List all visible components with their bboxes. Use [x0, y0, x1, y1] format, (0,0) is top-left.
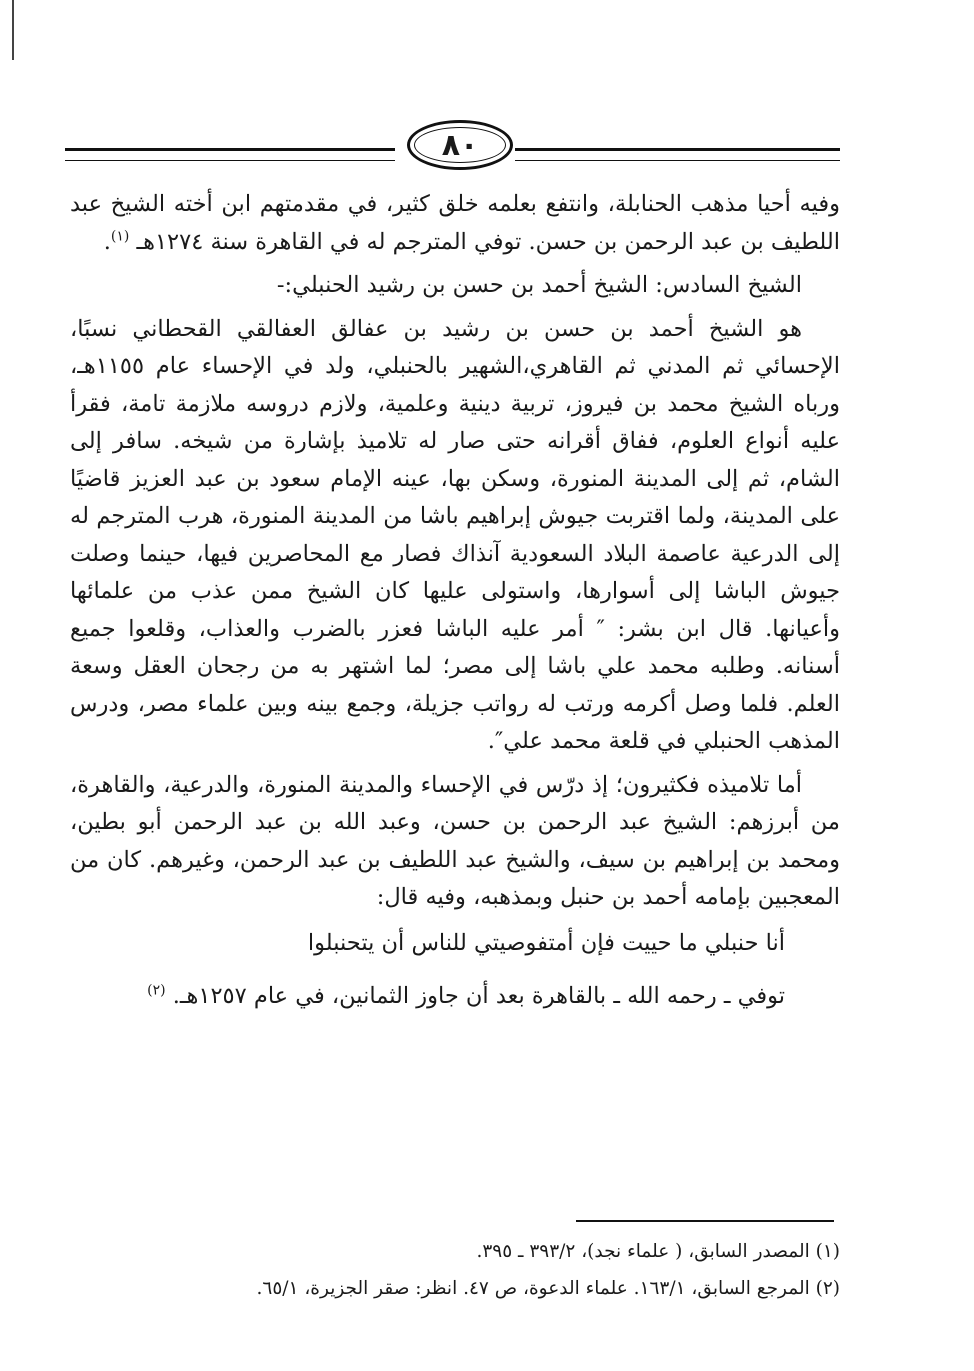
section-heading: الشيخ السادس: الشيخ أحمد بن حسن بن رشيد الحنبلي:-: [276, 272, 802, 298]
footnote-2: (٢) المرجع السابق، ١٦٣/١. علماء الدعوة، ص ٤٧. انظر: صقر الجزيرة، ٦٥/١.: [256, 1278, 840, 1299]
closing-line: توفي ـ رحمه الله ـ بالقاهرة بعد أن جاوز الثمانين، في عام ١٢٥٧هـ. $^{(٢)}$: [147, 982, 785, 1009]
paragraph-2: هو الشيخ أحمد بن حسن بن رشيد بن عفالق العفالقي القحطاني نسبًا، الإحسائي ثم المدني ثم القاهري،الشهير بالحنبلي، ولد في الإحساء عام ١١٥٥هـ، ورباه الشيخ محمد بن فيروز، تربية دينية وعلمية، ولازم دروسه ملازمة تامة، فقرأ عليه أنواع العلوم، ففاق أقرانه حتى صار له تلاميذ بإشارة من شيخه. سافر إلى الشام، ثم إلى المدينة المنورة، وسكن بها، عينه الإمام سعود بن عبد العزيز قاضيًا على المدينة، ولما اقتربت جيوش إبراهيم باشا من المدينة المنورة، هرب المترجم له إلى الدرعية عاصمة البلاد السعودية آنذاك فصار مع المحاصرين فيها، حينما وصلت جيوش الباشا إلى أسوارها، واستولى عليها كان الشيخ ممن عذب من علمائها وأعيانها. قال ابن بشر: ″ أمر عليه الباشا فعزر بالضرب والعذاب، وقلعوا جميع أسنانه. وطلبه محمد علي باشا إلى مصر؛ لما اشتهر به من رجحان العقل وسعة العلم. فلما وصل أكرمه ورتب له رواتب جزيلة، وجمع بينه وبين علماء مصر، ودرس المذهب الحنبلي في قلعة محمد علي″.: [70, 315, 840, 754]
poetry-verse: أنا حنبلي ما حييت فإن أمتفوصيتي للناس أن يتحنبلوا: [307, 929, 785, 956]
footnote-1: (١) المصدر السابق، ( علماء نجد)، ٣٩٣/٢ ـ ٣٩٥.: [476, 1241, 840, 1262]
header-rule-right: [515, 148, 840, 161]
scan-edge-line: [12, 0, 14, 60]
footnote-separator: [576, 1220, 834, 1222]
footnote-ref-1: (١): [110, 228, 130, 244]
page-header: [65, 118, 840, 168]
header-rule-left: [65, 148, 395, 161]
footnotes: [100, 1233, 840, 1307]
paragraph-3: أما تلاميذه فكثيرون؛ إذ درّس في الإحساء والمدينة المنورة، والدرعية، والقاهرة، من أبرزهم: الشيخ عبد الرحمن بن حسن، وعبد الله بن عبد الرحمن أبو بطين، ومحمد بن إبراهيم بن سيف، والشيخ عبد اللطيف بن عبد الرحمن، وغيرهم. كان من المعجبين بإمامه أحمد بن حنبل وبمذهبه، وفيه قال:: [70, 771, 840, 910]
paragraph-1: وفيه أحيا مذهب الحنابلة، وانتفع بعلمه خلق كثير، في مقدمتهم ابن أخته الشيخ عبد اللطيف بن عبد الرحمن بن حسن. توفي المترجم له في القاهرة سنة ١٢٧٤هـ $^{(١)}$.: [70, 191, 840, 255]
main-text: [70, 186, 840, 1016]
page-number: ٨٠: [441, 127, 479, 163]
page-number-frame: [407, 120, 513, 170]
footnote-ref-2: (٢): [147, 982, 166, 999]
